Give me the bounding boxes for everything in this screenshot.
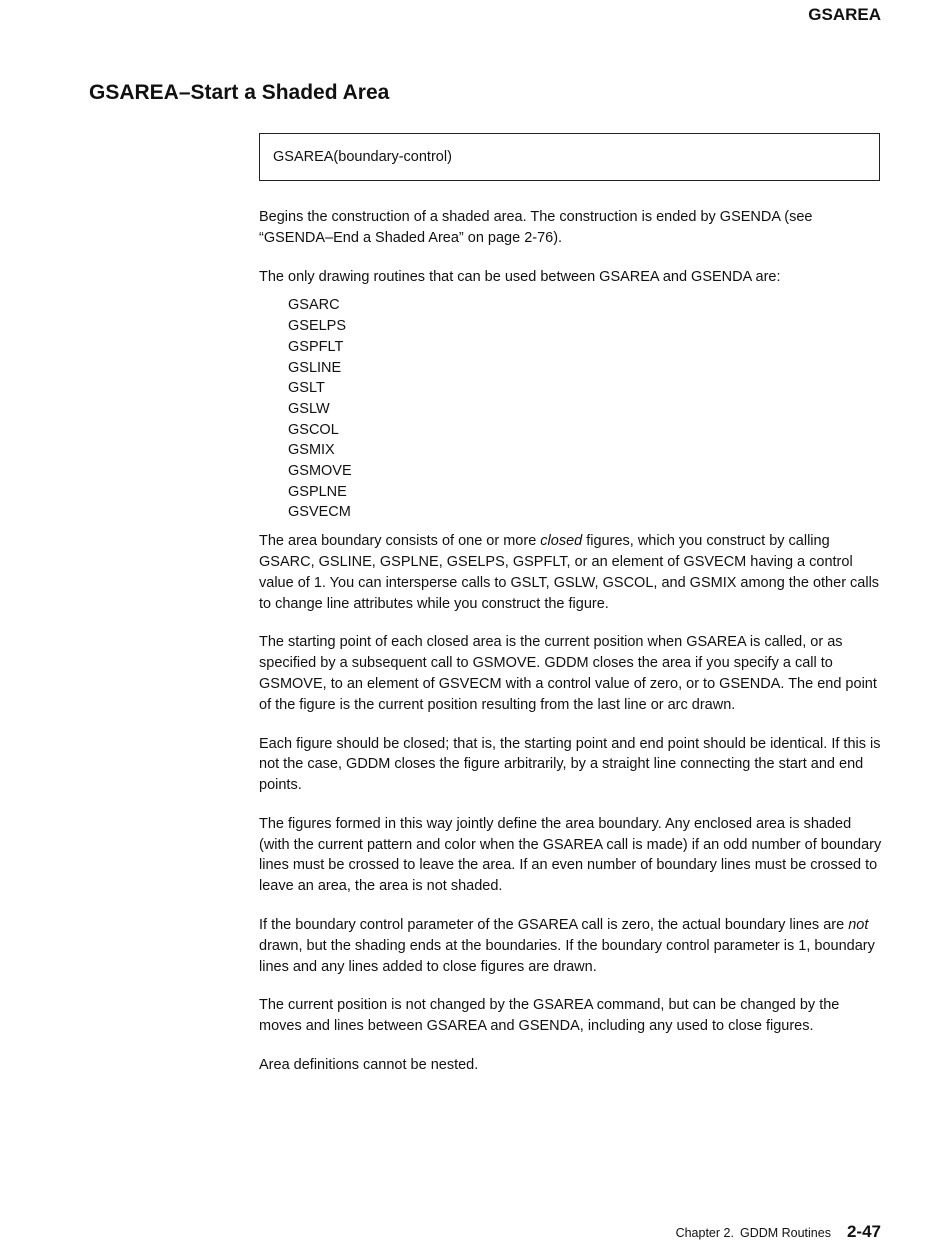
boundary-text-after: figures, which you construct by calling GSARC, GSLINE, GSPLNE, GSELPS, GSPFLT, or an element of GSVECM having a control value of 1. You can intersperse calls to GSLT, GSLW, GSCOL, and GSMIX among the other calls to change line attributes while you construct the figure.: [259, 533, 880, 612]
routine-item: GSARC: [288, 297, 340, 314]
routine-item: GSLW: [288, 400, 330, 417]
current-position-paragraph: The current position is not changed by the GSAREA command, but can be changed by the moves and lines between GSAREA and GSENDA, including any used to close figures.: [259, 997, 840, 1035]
routines-intro-paragraph: The only drawing routines that can be used between GSAREA and GSENDA are:: [259, 268, 781, 285]
boundary-emphasis: closed: [540, 533, 583, 550]
routine-item: GSPLNE: [288, 483, 347, 500]
closed-figure-paragraph: Each figure should be closed; that is, the starting point and end point should be identical. If this is not the case, GDDM closes the figure arbitrarily, by a straight line connecting the start and end points.: [259, 735, 881, 794]
running-head: GSAREA: [808, 5, 881, 24]
starting-point-paragraph: The starting point of each closed area is the current position when GSAREA is called, or as specified by a subsequent call to GSMOVE. GDDM closes the area if you specify a call to GSMOVE, to an element of GSVECM with a control value of zero, or to GSENDA. The end point of the figure is the current position resulting from the last line or arc drawn.: [259, 634, 877, 713]
page-footer: [676, 1222, 881, 1242]
control-emphasis: not: [848, 917, 869, 934]
control-text-after: drawn, but the shading ends at the boundaries. If the boundary control parameter is 1, boundary lines and any lines added to close figures are drawn.: [259, 937, 875, 975]
nesting-paragraph: Area definitions cannot be nested.: [259, 1057, 479, 1074]
content: [259, 207, 884, 1094]
routine-item: GSVECM: [288, 504, 351, 521]
page-title: GSAREA–Start a Shaded Area: [89, 81, 390, 104]
boundary-paragraph: [259, 531, 884, 614]
footer-chapter-label: Chapter: [675, 1226, 721, 1240]
routine-item: GSELPS: [288, 318, 347, 335]
routine-item: GSMIX: [288, 442, 335, 459]
routine-item: GSPFLT: [288, 338, 344, 355]
syntax-box: GSAREA(boundary-control): [259, 133, 880, 181]
boundary-control-paragraph: [259, 915, 884, 977]
routine-item: GSCOL: [288, 421, 339, 438]
footer-chapter-title: GDDM Routines: [739, 1226, 831, 1240]
control-text-before: If the boundary control parameter of the GSAREA call is zero, the actual boundary lines are: [259, 917, 849, 934]
footer-chapter-number: 2.: [723, 1226, 734, 1240]
area-boundary-paragraph: The figures formed in this way jointly define the area boundary. Any enclosed area is shaded (with the current pattern and color when the GSAREA call is made) if an odd number of boundary lines must be crossed to leave the area. If an even number of boundary lines must be crossed to leave an area, the area is not shaded.: [259, 815, 882, 895]
boundary-text-before: The area boundary consists of one or more: [259, 533, 541, 550]
page-number: 2-47: [846, 1222, 881, 1241]
intro-paragraph: Begins the construction of a shaded area. The construction is ended by GSENDA (see “GSENDA–End a Shaded Area” on page 2-76).: [259, 209, 813, 246]
routine-item: GSLINE: [288, 359, 342, 376]
routine-item: GSMOVE: [288, 463, 352, 480]
routine-item: GSLT: [288, 380, 325, 397]
routine-list: [259, 295, 884, 523]
